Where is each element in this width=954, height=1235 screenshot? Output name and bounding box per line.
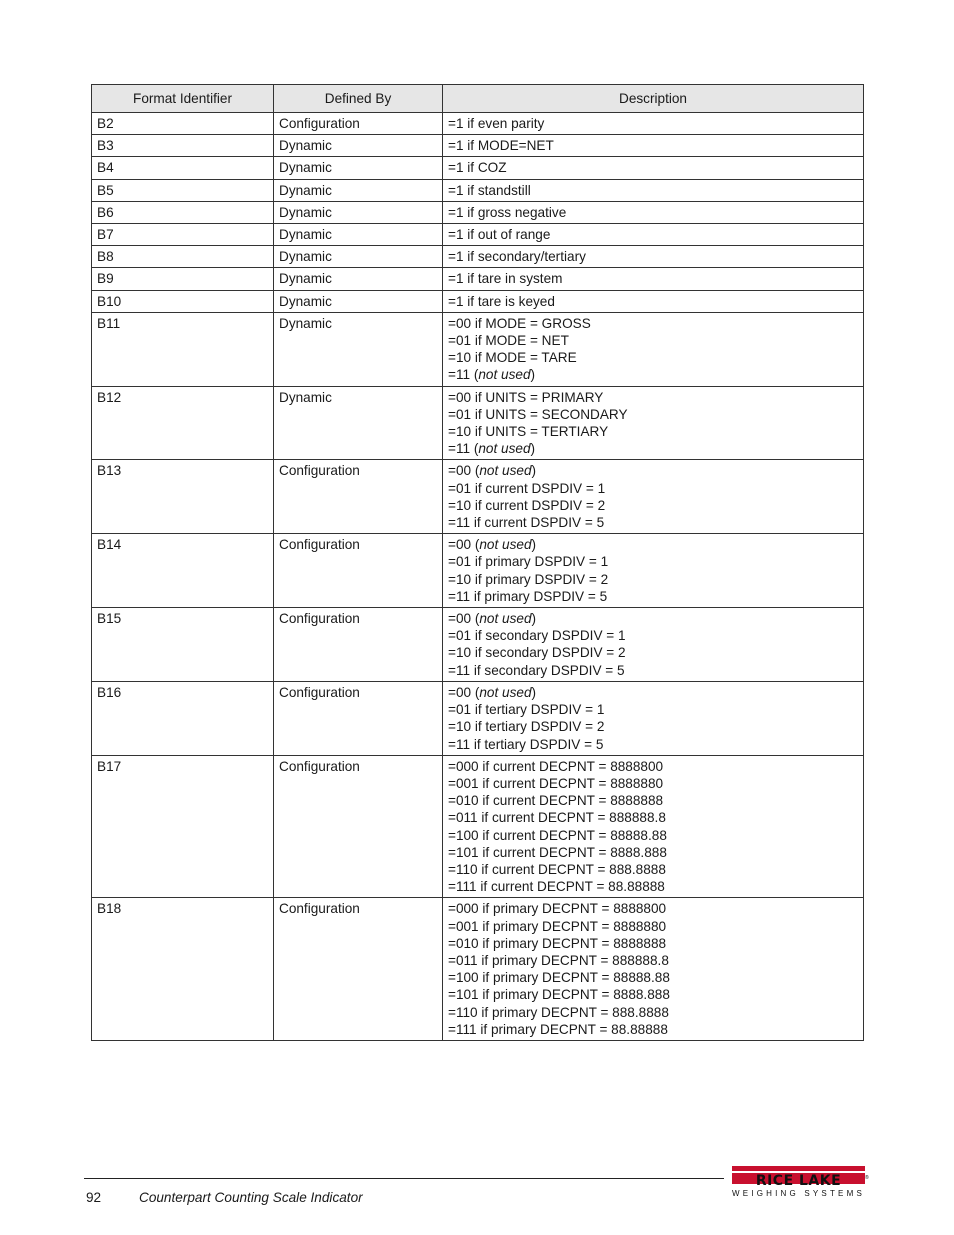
format-identifier-cell: B17 — [92, 755, 274, 898]
not-used-emphasis: not used — [479, 537, 532, 553]
description-line: =01 if secondary DSPDIV = 1 — [448, 628, 626, 644]
description-line: =1 if secondary/tertiary — [448, 249, 586, 265]
table-row — [92, 179, 864, 201]
defined-by-cell: Dynamic — [274, 201, 443, 223]
description-line: =100 if current DECPNT = 88888.88 — [448, 827, 667, 843]
description-line: =001 if current DECPNT = 8888880 — [448, 775, 664, 791]
not-used-emphasis: not used — [479, 684, 532, 700]
description-line: =010 if current DECPNT = 8888888 — [448, 793, 664, 809]
description-line: =10 if current DSPDIV = 2 — [448, 497, 606, 513]
description-line: =11 if primary DSPDIV = 5 — [448, 588, 608, 604]
defined-by-cell: Dynamic — [274, 135, 443, 157]
table-row — [92, 608, 864, 682]
description-line: =011 if current DECPNT = 888888.8 — [448, 810, 666, 826]
format-identifier-cell: B6 — [92, 201, 274, 223]
table-row — [92, 386, 864, 460]
description-line: =00 if UNITS = PRIMARY — [448, 389, 604, 405]
defined-by-cell: Dynamic — [274, 246, 443, 268]
format-identifier-cell: B11 — [92, 312, 274, 386]
defined-by-cell: Configuration — [274, 755, 443, 898]
defined-by-cell: Configuration — [274, 534, 443, 608]
defined-by-cell: Dynamic — [274, 290, 443, 312]
table-body — [92, 113, 864, 1041]
description-line: =110 if primary DECPNT = 888.8888 — [448, 1004, 669, 1020]
defined-by-cell: Configuration — [274, 898, 443, 1041]
description-line: =00 (not used) — [448, 684, 537, 700]
description-line: =11 if secondary DSPDIV = 5 — [448, 662, 625, 678]
description-line: =11 if tertiary DSPDIV = 5 — [448, 736, 604, 752]
description-line: =11 (not used) — [448, 367, 536, 383]
format-identifier-cell: B14 — [92, 534, 274, 608]
defined-by-cell: Dynamic — [274, 386, 443, 460]
description-line: =110 if current DECPNT = 888.8888 — [448, 861, 666, 877]
defined-by-cell: Configuration — [274, 681, 443, 755]
defined-by-cell: Dynamic — [274, 224, 443, 246]
document-title: Counterpart Counting Scale Indicator — [139, 1190, 363, 1205]
logo-tagline: WEIGHING SYSTEMS — [732, 1189, 865, 1198]
table-row — [92, 135, 864, 157]
not-used-emphasis: not used — [479, 463, 532, 479]
description-line: =1 if MODE=NET — [448, 138, 554, 154]
description-line: =101 if current DECPNT = 8888.888 — [448, 844, 667, 860]
description-line: =10 if UNITS = TERTIARY — [448, 424, 609, 440]
description-line: =111 if current DECPNT = 88.88888 — [448, 879, 665, 895]
table-row — [92, 113, 864, 135]
table-row — [92, 268, 864, 290]
description-line: =100 if primary DECPNT = 88888.88 — [448, 970, 670, 986]
not-used-emphasis: not used — [478, 441, 531, 457]
description-line: =01 if UNITS = SECONDARY — [448, 406, 628, 422]
description-line: =1 if out of range — [448, 227, 551, 243]
description-line: =010 if primary DECPNT = 8888888 — [448, 935, 667, 951]
format-identifier-cell: B16 — [92, 681, 274, 755]
format-identifier-cell: B9 — [92, 268, 274, 290]
format-identifier-cell: B15 — [92, 608, 274, 682]
table-row — [92, 201, 864, 223]
defined-by-cell: Dynamic — [274, 312, 443, 386]
description-cell — [443, 681, 864, 755]
description-cell — [443, 460, 864, 534]
description-cell — [443, 246, 864, 268]
header-format-identifier: Format Identifier — [92, 85, 274, 113]
defined-by-cell: Configuration — [274, 608, 443, 682]
description-line: =10 if tertiary DSPDIV = 2 — [448, 719, 605, 735]
footer-rule — [84, 1178, 724, 1179]
description-cell — [443, 179, 864, 201]
not-used-emphasis: not used — [479, 611, 532, 627]
description-line: =11 if current DSPDIV = 5 — [448, 515, 605, 531]
description-line: =00 (not used) — [448, 611, 537, 627]
description-line: =11 (not used) — [448, 441, 536, 457]
description-line: =01 if primary DSPDIV = 1 — [448, 554, 609, 570]
table-row — [92, 898, 864, 1041]
table-header-row — [92, 85, 864, 113]
description-line: =10 if MODE = TARE — [448, 350, 577, 366]
description-cell — [443, 290, 864, 312]
description-line: =1 if standstill — [448, 182, 531, 198]
format-identifier-cell: B4 — [92, 157, 274, 179]
description-line: =1 if COZ — [448, 160, 507, 176]
page-number: 92 — [86, 1190, 102, 1205]
table-row — [92, 755, 864, 898]
description-cell — [443, 386, 864, 460]
defined-by-cell: Dynamic — [274, 179, 443, 201]
table-row — [92, 312, 864, 386]
description-cell — [443, 157, 864, 179]
description-line: =101 if primary DECPNT = 8888.888 — [448, 987, 670, 1003]
rice-lake-logo — [729, 1166, 869, 1200]
description-cell — [443, 135, 864, 157]
defined-by-cell: Dynamic — [274, 268, 443, 290]
description-line: =000 if primary DECPNT = 8888800 — [448, 901, 667, 917]
description-cell — [443, 898, 864, 1041]
description-cell — [443, 608, 864, 682]
description-cell — [443, 201, 864, 223]
description-line: =01 if MODE = NET — [448, 333, 569, 349]
header-defined-by: Defined By — [274, 85, 443, 113]
description-cell — [443, 534, 864, 608]
description-line: =111 if primary DECPNT = 88.88888 — [448, 1021, 668, 1037]
defined-by-cell: Configuration — [274, 460, 443, 534]
registered-mark: ® — [865, 1175, 869, 1181]
format-identifier-cell: B13 — [92, 460, 274, 534]
description-line: =1 if gross negative — [448, 204, 567, 220]
table-row — [92, 460, 864, 534]
format-identifier-table — [91, 84, 864, 1041]
format-identifier-cell: B7 — [92, 224, 274, 246]
description-line: =001 if primary DECPNT = 8888880 — [448, 918, 667, 934]
table-row — [92, 534, 864, 608]
description-line: =00 (not used) — [448, 463, 537, 479]
description-line: =1 if even parity — [448, 116, 545, 131]
table-row — [92, 246, 864, 268]
description-cell — [443, 755, 864, 898]
format-identifier-cell: B18 — [92, 898, 274, 1041]
format-identifier-cell: B12 — [92, 386, 274, 460]
description-cell — [443, 224, 864, 246]
defined-by-cell: Configuration — [274, 113, 443, 135]
table-row — [92, 681, 864, 755]
description-line: =1 if tare in system — [448, 271, 563, 287]
description-line: =10 if primary DSPDIV = 2 — [448, 571, 609, 587]
description-cell — [443, 113, 864, 135]
format-identifier-cell: B8 — [92, 246, 274, 268]
description-line: =011 if primary DECPNT = 888888.8 — [448, 952, 669, 968]
description-line: =1 if tare is keyed — [448, 293, 555, 309]
table-row — [92, 290, 864, 312]
description-cell — [443, 268, 864, 290]
table-row — [92, 157, 864, 179]
not-used-emphasis: not used — [478, 367, 531, 383]
format-identifier-cell: B10 — [92, 290, 274, 312]
format-identifier-cell: B3 — [92, 135, 274, 157]
description-line: =00 if MODE = GROSS — [448, 315, 591, 331]
description-line: =00 (not used) — [448, 537, 537, 553]
table-row — [92, 224, 864, 246]
description-line: =01 if tertiary DSPDIV = 1 — [448, 702, 605, 718]
header-description: Description — [443, 85, 864, 113]
description-line: =01 if current DSPDIV = 1 — [448, 480, 606, 496]
logo-name: RICE LAKE — [755, 1173, 842, 1189]
description-cell — [443, 312, 864, 386]
description-line: =10 if secondary DSPDIV = 2 — [448, 645, 626, 661]
format-identifier-cell: B5 — [92, 179, 274, 201]
description-line: =000 if current DECPNT = 8888800 — [448, 758, 664, 774]
defined-by-cell: Dynamic — [274, 157, 443, 179]
format-identifier-cell: B2 — [92, 113, 274, 135]
